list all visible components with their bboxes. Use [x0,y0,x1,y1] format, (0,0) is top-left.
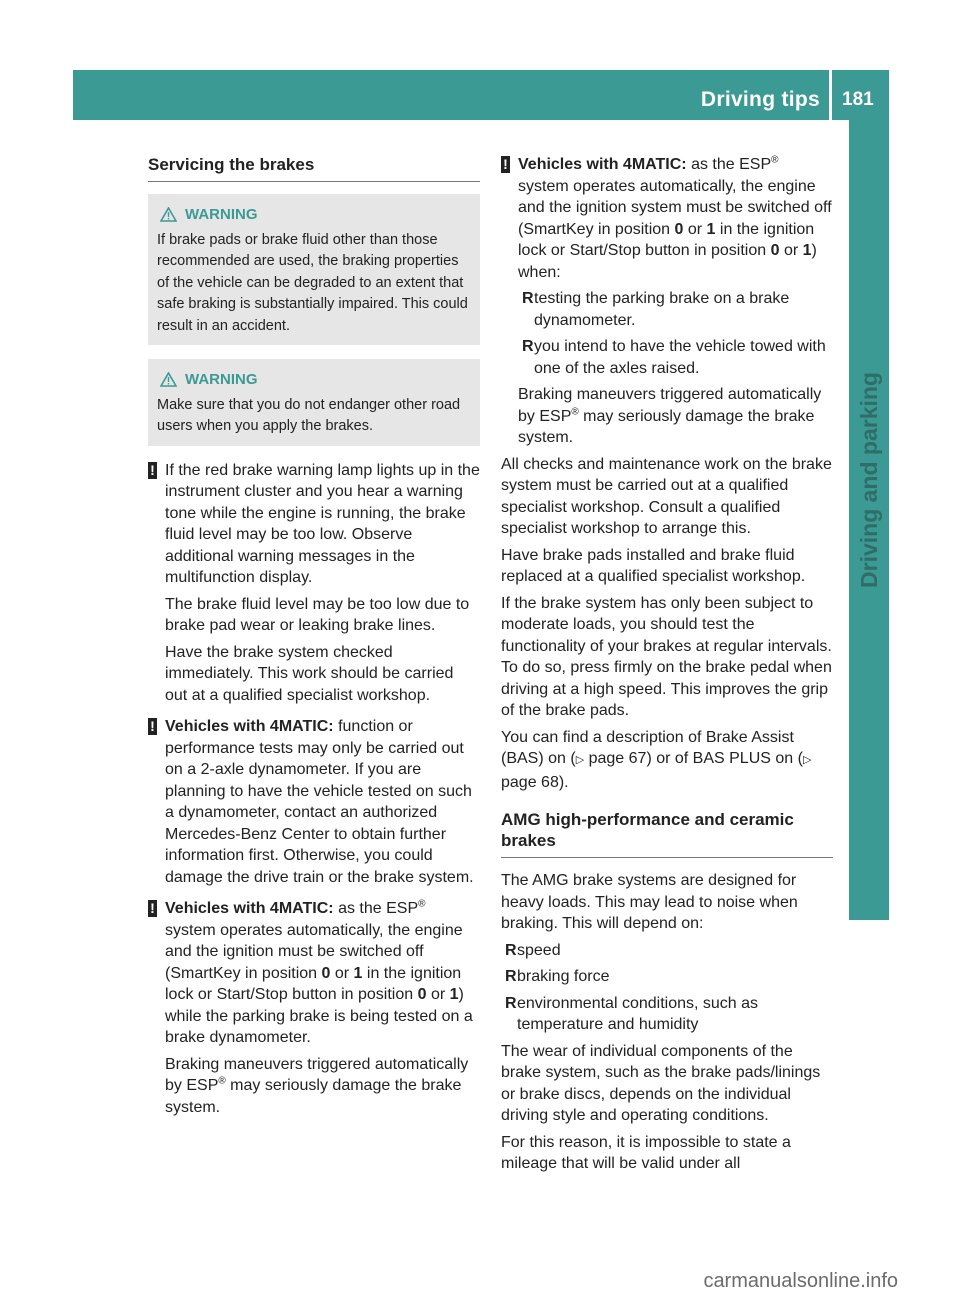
note-4matic-esp-towing: ! Vehicles with 4MATIC: as the ESP® system operates automatically, the engine and the ignition system must be switched off (SmartKey in position 0 or 1 in the ignition lock or Start/Stop button in position 0 or 1) when: R testing the parking brake on a brake dynamometer. R you intend to have the vehicle towed with one of the axles raised. Braking maneuvers triggered automatically by ESP® may seriously damage the brake system. [501,154,833,449]
watermark: carmanualsonline.info [703,1270,898,1292]
left-column [148,150,480,1123]
paragraph: If the brake system has only been subject to moderate loads, you should test the functionality of your brakes at regular intervals. To do so, press firmly on the brake pedal when driving at a high speed. This improves the grip of the brake pads. [501,594,832,719]
page-reference-arrow-icon: ▷ [575,754,585,766]
heading-servicing-brakes: Servicing the brakes [148,150,480,182]
exclamation-icon: ! [148,462,157,479]
list-item: R you intend to have the vehicle towed with one of the axles raised. [522,338,826,377]
page-number: 181 [842,89,874,110]
paragraph: Have brake pads installed and brake fluid replaced at a qualified specialist workshop. [501,546,806,585]
right-column [501,150,833,1180]
header-divider [829,70,832,120]
note-4matic-esp: ! Vehicles with 4MATIC: as the ESP® system operates automatically, the engine and the ignition must be switched off (SmartKey in position 0 or 1 in the ignition lock or Start/Stop button in position 0 or 1) while the parking brake is being tested on a brake dynamometer. Braking maneuvers triggered automatically by ESP® may seriously damage the brake system. [148,898,480,1118]
exclamation-icon: ! [501,156,510,173]
paragraph: The wear of individual components of the brake system, such as the brake pads/linings or brake discs, depends on the individual driving style and operating conditions. [501,1042,821,1124]
warning-title: WARNING [185,206,258,223]
note-4matic-dynamometer: ! Vehicles with 4MATIC: function or performance tests may only be carried out on a 2-axle dynamometer. If you are planning to have the vehicle tested on such a dynamometer, contact an authorized Mercedes-Benz Center to obtain further information first. Otherwise, you could damage the drive train or the brake system. [148,716,480,888]
warning-text: If brake pads or brake fluid other than those recommended are used, the braking properties of the vehicle can be degraded to an extent that safe braking is substantially impaired. This could result in an accident. [157,231,468,334]
paragraph: For this reason, it is impossible to state a mileage that will be valid under all [501,1133,791,1172]
exclamation-icon: ! [148,718,157,735]
exclamation-icon: ! [148,900,157,917]
note-brake-warning-lamp: ! If the red brake warning lamp lights up in the instrument cluster and you hear a warning tone while the engine is running, the brake fluid level may be too low. Observe additional warning messages in the multifunction display. The brake fluid level may be too low due to brake pad wear or leaking brake lines. Have the brake system checked immediately. This work should be carried out at a qualified specialist workshop. [148,460,480,707]
list-item: R braking force [505,968,610,985]
page-reference-arrow-icon: ▷ [802,754,812,766]
list-item: R testing the parking brake on a brake dynamometer. [522,290,790,329]
paragraph: The AMG brake systems are designed for heavy loads. This may lead to noise when braking. This will depend on: [501,872,798,932]
warning-triangle-icon [160,207,177,222]
list-item: R speed [505,941,561,959]
paragraph-cross-reference: You can find a description of Brake Assist (BAS) on (▷ page 67) or of BAS PLUS on (▷ page 68). [501,728,812,791]
warning-text: Make sure that you do not endanger other road users when you apply the brakes. [157,396,461,434]
warning-box-2 [148,359,480,446]
section-title: Driving tips [700,88,820,111]
warning-box-1 [148,194,480,345]
list-item: R environmental conditions, such as temperature and humidity [505,994,759,1033]
paragraph: All checks and maintenance work on the brake system must be carried out at a qualified specialist workshop. Consult a qualified specialist workshop to arrange this. [501,455,832,537]
heading-amg-brakes: AMG high-performance and ceramic brakes [501,805,833,858]
warning-title: WARNING [185,371,258,388]
warning-triangle-icon [160,372,177,387]
